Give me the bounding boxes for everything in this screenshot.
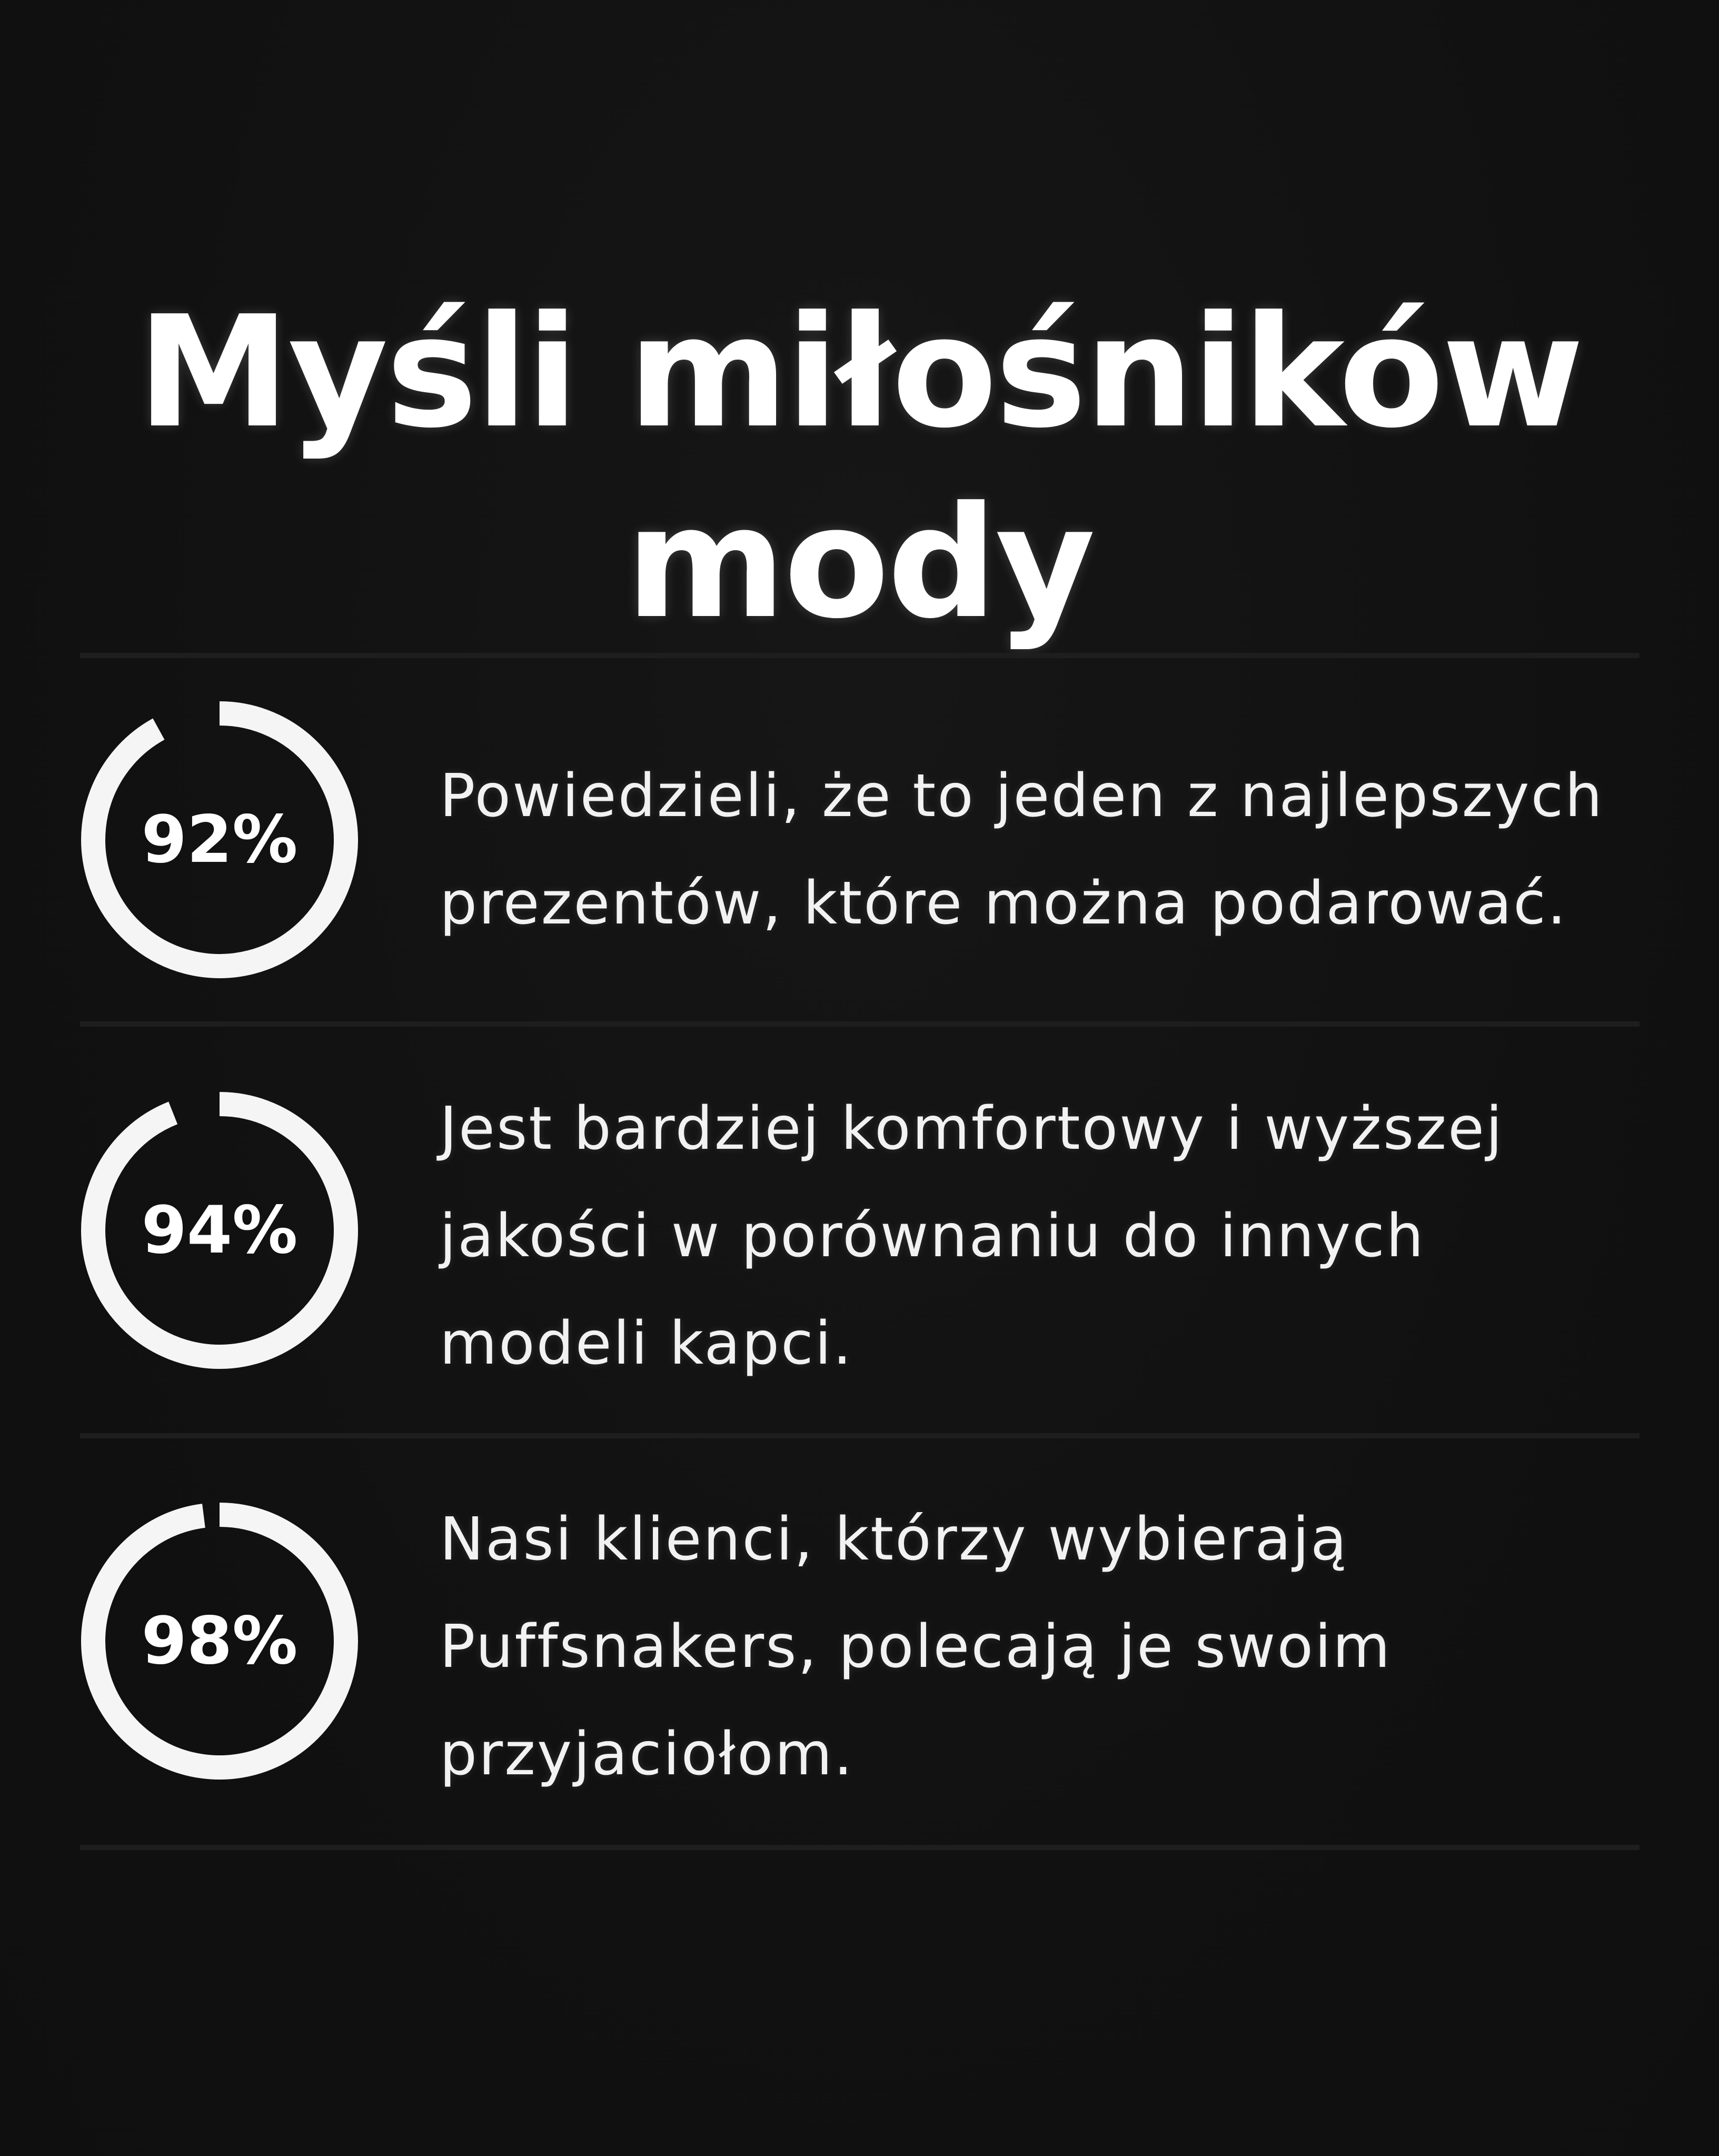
progress-ring-2 <box>80 1091 359 1370</box>
title-line-2: mody <box>625 473 1094 652</box>
divider-bottom <box>80 1845 1639 1850</box>
divider-2 <box>80 1433 1639 1438</box>
stat-value-2: 94% <box>141 1193 298 1268</box>
stat-description-3-line-1: Nasi klienci, którzy wybierają <box>440 1505 1348 1574</box>
divider-top <box>80 653 1639 658</box>
stat-description-2-line-3: modeli kapci. <box>440 1309 853 1378</box>
stat-description-3 <box>440 1486 1651 1808</box>
divider-1 <box>80 1021 1639 1027</box>
progress-ring-3 <box>80 1502 359 1781</box>
stat-description-3-line-3: przyjaciołom. <box>440 1720 854 1789</box>
stat-value-1: 92% <box>141 802 298 878</box>
stat-description-2 <box>440 1075 1651 1397</box>
page-title <box>0 277 1719 658</box>
stat-description-1-line-1: Powiedzieli, że to jeden z najlepszych <box>440 762 1604 830</box>
progress-ring-1 <box>80 700 359 979</box>
title-line-1: Myśli miłośników <box>137 282 1582 462</box>
stat-description-2-line-2: jakości w porównaniu do innych <box>440 1202 1425 1270</box>
stat-description-3-line-2: Puffsnakers, polecają je swoim <box>440 1613 1392 1681</box>
stat-description-1 <box>440 742 1651 957</box>
stat-description-2-line-1: Jest bardziej komfortowy i wyższej <box>440 1095 1504 1163</box>
stat-value-3: 98% <box>141 1603 298 1679</box>
stat-description-1-line-2: prezentów, które można podarować. <box>440 869 1568 938</box>
